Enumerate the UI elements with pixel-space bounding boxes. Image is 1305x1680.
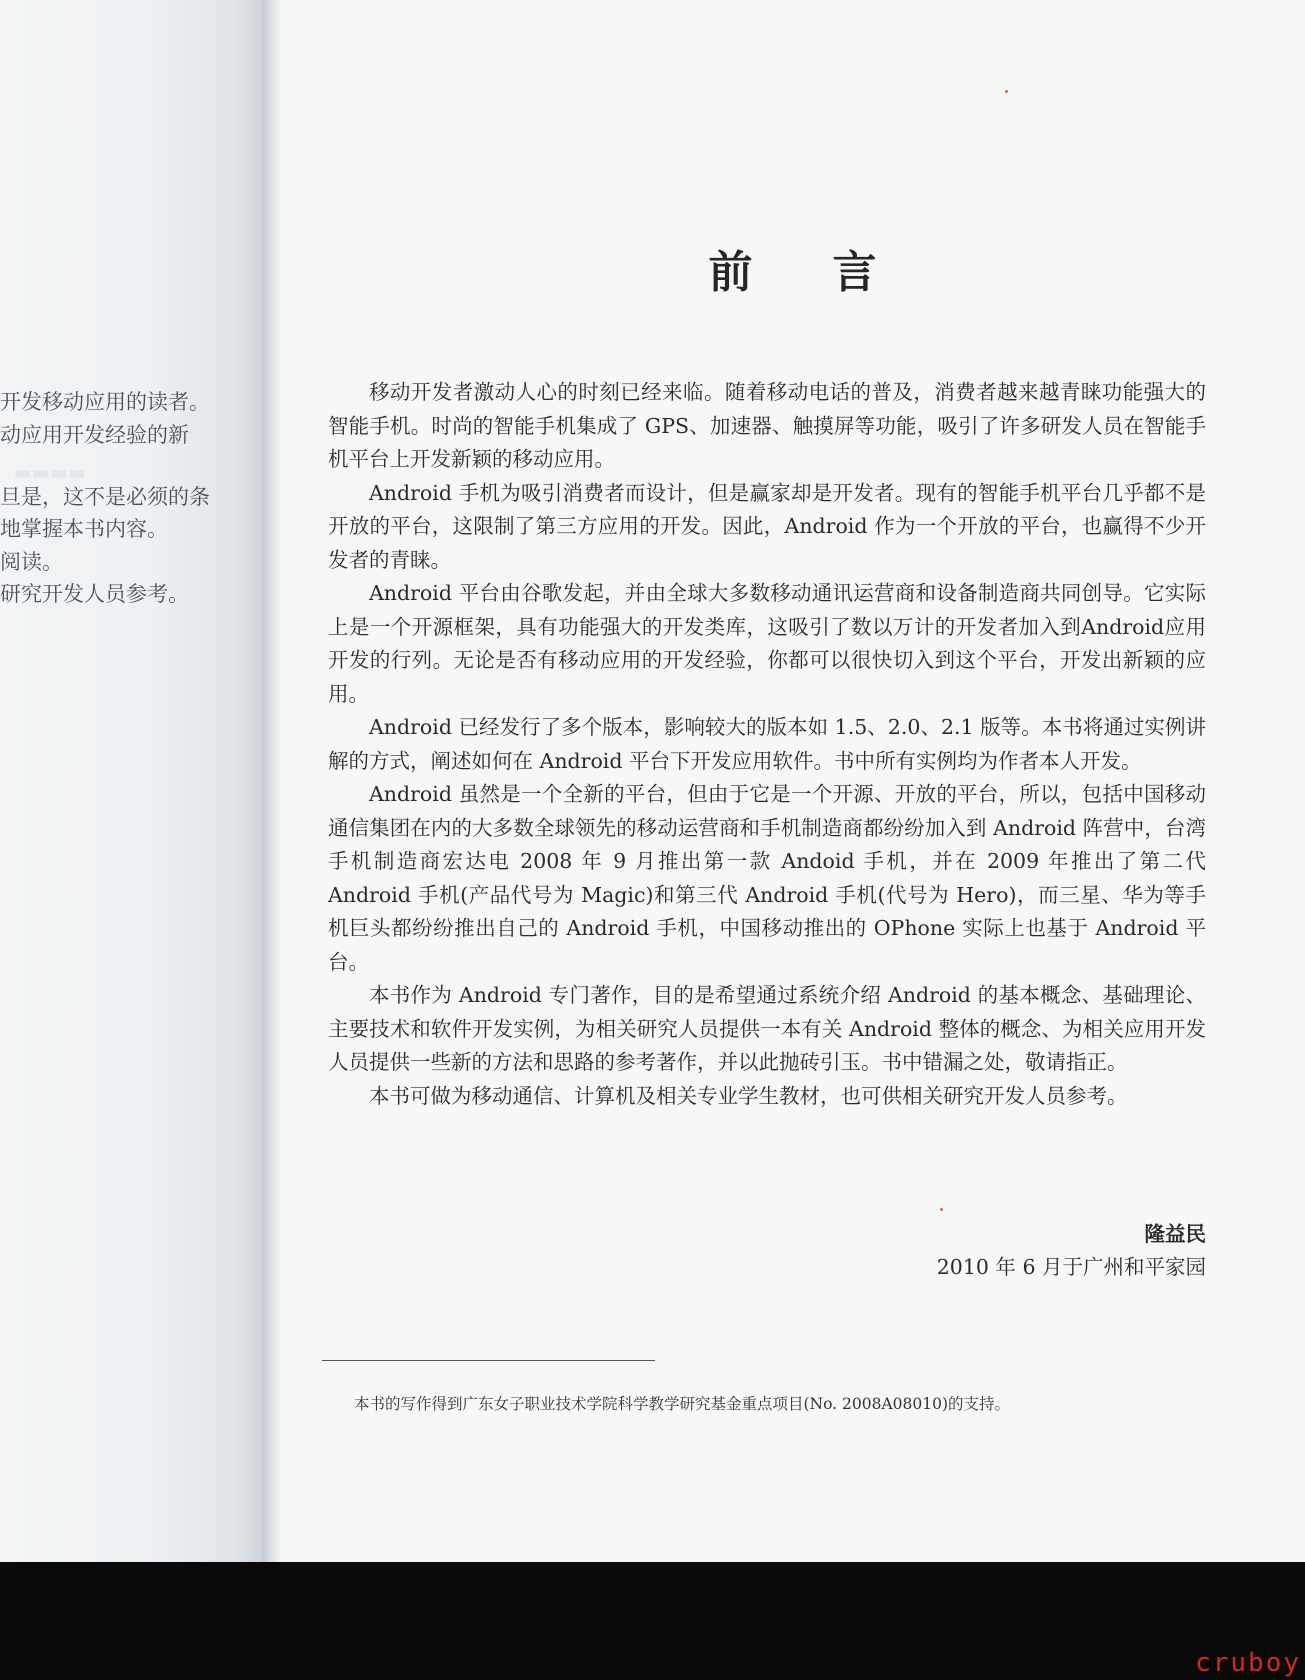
left-page-bleed-through: ▬▬▬▬: [14, 462, 86, 484]
left-page-line: 旦是，这不是必须的条: [0, 485, 210, 509]
preface-paragraph: Android 平台由谷歌发起，并由全球大多数移动通讯运营商和设备制造商共同创导。它实际上是一个开源框架，具有功能强大的开发类库，这吸引了数以万计的开发者加入到Android应用开发的行列。无论是否有移动应用的开发经验，你都可以很快切入到这个平台，开发出新颖的应用。: [328, 581, 1206, 706]
footnote: 本书的写作得到广东女子职业技术学院科学教学研究基金重点项目(No. 2008A08010)的支持。: [354, 1395, 1011, 1413]
preface-paragraph: Android 已经发行了多个版本，影响较大的版本如 1.5、2.0、2.1 版等。本书将通过实例讲解的方式，阐述如何在 Android 平台下开发应用软件。书中所有实例均为作者本人开发。: [328, 715, 1206, 773]
footnote-rule: [322, 1360, 655, 1361]
preface-paragraph: Android 虽然是一个全新的平台，但由于它是一个开源、开放的平台，所以，包括中国移动通信集团在内的大多数全球领先的移动运营商和手机制造商都纷纷加入到 Android 阵营中，台湾手机制造商宏达电 2008 年 9 月推出第一款 Andoid 手机，并在 2009 年推出了第二代 Android 手机(产品代号为 Magic)和第三代 Android 手机(代号为 Hero)，而三星、华为等手机巨头都纷纷推出自己的 Android 手机，中国移动推出的 OPhone 实际上也基于 Android 平台。: [328, 782, 1206, 974]
left-page-line: 阅读。: [0, 550, 63, 574]
paper-speck: [1005, 90, 1008, 93]
scan-bottom-band: [0, 1562, 1305, 1680]
signature-date-place: 2010 年 6 月于广州和平家园: [936, 1255, 1206, 1279]
preface-paragraph: Android 手机为吸引消费者而设计，但是赢家却是开发者。现有的智能手机平台几乎都不是开放的平台，这限制了第三方应用的开发。因此，Android 作为一个开放的平台，也赢得不少开发者的青睐。: [328, 480, 1206, 572]
watermark: cruboy: [1195, 1648, 1301, 1678]
page-title: 前言: [708, 247, 957, 298]
preface-paragraph: 本书作为 Android 专门著作，目的是希望通过系统介绍 Android 的基本概念、基础理论、主要技术和软件开发实例，为相关研究人员提供一本有关 Android 整体的概念、为相关应用开发人员提供一些新的方法和思路的参考著作，并以此抛砖引玉。书中错漏之处，敬请指正。: [328, 983, 1206, 1074]
author-name: 隆益民: [1144, 1222, 1206, 1246]
left-page-line: 开发移动应用的读者。: [0, 390, 210, 414]
left-page-line: 动应用开发经验的新: [0, 423, 189, 447]
preface-paragraph: 本书可做为移动通信、计算机及相关专业学生教材，也可供相关研究开发人员参考。: [369, 1083, 1128, 1108]
left-page: [0, 0, 268, 1562]
preface-paragraph: 移动开发者激动人心的时刻已经来临。随着移动电话的普及，消费者越来越青睐功能强大的智能手机。时尚的智能手机集成了 GPS、加速器、触摸屏等功能，吸引了许多研发人员在智能手机平台上开发新颖的移动应用。: [328, 380, 1206, 471]
preface-body: [328, 376, 1206, 1113]
right-page: [280, 0, 1305, 1562]
left-page-line: 地掌握本书内容。: [0, 517, 168, 541]
paper-speck: [940, 1208, 943, 1211]
left-page-line: 研究开发人员参考。: [0, 582, 189, 606]
signature-block: [937, 1218, 1206, 1284]
